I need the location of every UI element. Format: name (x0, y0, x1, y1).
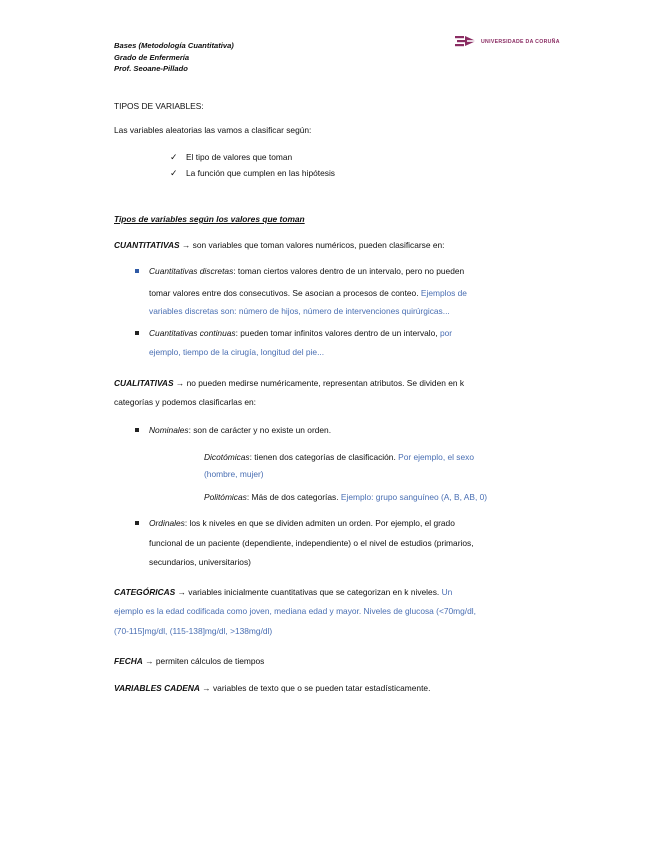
continuas-example-b: ejemplo, tiempo de la cirugía, longitud del pie... (149, 347, 325, 357)
cualitativas-text: no pueden medirse numéricamente, representan atributos. Se dividen en k (186, 378, 465, 388)
categoricas-line1 (114, 586, 452, 598)
section-title: Tipos de variables según los valores que toman (114, 214, 305, 224)
categoricas-example-c: (70-115]mg/dl, (115-138]mg/dl, >138mg/dl) (114, 626, 273, 636)
header-course: Bases (Metodología Cuantitativa) (114, 41, 234, 50)
discretas-label: Cuantitativas discretas (149, 266, 234, 276)
discretas-line2 (149, 287, 467, 299)
politomicas-text: : Más de dos categorías. (246, 492, 339, 502)
ordinales-line2: funcional de un paciente (dependiente, independiente) o el nivel de estudios (primarios, (149, 538, 474, 548)
politomicas-line (204, 491, 487, 503)
bullet-icon (135, 521, 139, 525)
ordinales-label: Ordinales (149, 518, 185, 528)
document-header (114, 40, 234, 75)
intro-text: Las variables aleatorias las vamos a clasificar según: (114, 125, 312, 135)
arrow-icon: → (202, 683, 211, 693)
ordinales-line3: secundarios, universitarios) (149, 557, 251, 567)
arrow-icon: → (177, 587, 186, 597)
bullet-icon (135, 269, 139, 273)
dicotomicas-line1 (204, 451, 474, 463)
university-logo-icon (455, 35, 477, 48)
checklist-item: El tipo de valores que toman (186, 152, 293, 162)
ordinales-line1 (149, 517, 455, 529)
fecha-text: permiten cálculos de tiempos (155, 656, 265, 666)
nominales-line (149, 424, 331, 436)
page-title: TIPOS DE VARIABLES: (114, 101, 204, 111)
continuas-example-a: por (439, 328, 453, 338)
checkmark-icon: ✓ (170, 152, 178, 162)
fecha-line (114, 655, 264, 667)
cuantitativas-text: son variables que toman valores numéricos, pueden clasificarse en: (192, 240, 445, 250)
categoricas-example-a: Un (441, 587, 453, 597)
politomicas-example: Ejemplo: grupo sanguíneo (A, B, AB, 0) (340, 492, 488, 502)
bullet-icon (135, 331, 139, 335)
discretas-line1 (149, 265, 464, 277)
header-professor: Prof. Seoane-Pillado (114, 64, 188, 74)
checkmark-icon: ✓ (170, 168, 178, 178)
fecha-label: FECHA (114, 656, 143, 666)
ordinales-text: : los k niveles en que se dividen admiten un orden. Por ejemplo, el grado (184, 518, 455, 528)
header-degree: Grado de Enfermería (114, 52, 190, 62)
nominales-label: Nominales (149, 425, 189, 435)
dicotomicas-example-a: Por ejemplo, el sexo (398, 452, 475, 462)
cadena-label: VARIABLES CADENA (114, 683, 200, 693)
discretas-example-b: variables discretas son: número de hijos, número de intervenciones quirúrgicas... (149, 306, 450, 316)
nominales-text: : son de carácter y no existe un orden. (188, 425, 332, 435)
continuas-text: : pueden tomar infinitos valores dentro de un intervalo, (235, 328, 438, 338)
categoricas-text: variables inicialmente cuantitativas que se categorizan en k niveles. (188, 587, 440, 597)
bullet-icon (135, 428, 139, 432)
cualitativas-line2: categorías y podemos clasificarlas en: (114, 397, 256, 407)
cualitativas-label: CUALITATIVAS (114, 378, 174, 388)
cadena-line (114, 682, 430, 694)
dicotomicas-example-b: (hombre, mujer) (204, 469, 264, 479)
categoricas-example-b: ejemplo es la edad codificada como joven, mediana edad y mayor. Niveles de glucosa (<70mg/dl, (114, 606, 476, 616)
cuantitativas-line (114, 239, 445, 251)
discretas-text: : toman ciertos valores dentro de un intervalo, pero no pueden (233, 266, 465, 276)
university-logo-text: UNIVERSIDADE DA CORUÑA (481, 38, 560, 45)
arrow-icon: → (145, 656, 154, 666)
continuas-label: Cuantitativas continuas (149, 328, 236, 338)
dicotomicas-label: Dicotómicas (204, 452, 250, 462)
categoricas-label: CATEGÓRICAS (114, 587, 176, 597)
checklist-item: La función que cumplen en las hipótesis (186, 168, 335, 178)
politomicas-label: Politómicas (204, 492, 247, 502)
university-logo (455, 35, 560, 48)
cuantitativas-label: CUANTITATIVAS (114, 240, 180, 250)
dicotomicas-text: : tienen dos categorías de clasificación. (249, 452, 396, 462)
arrow-icon: → (175, 378, 185, 388)
discretas-example-a: Ejemplos de (420, 288, 467, 298)
cualitativas-line1 (114, 377, 464, 389)
arrow-icon: → (181, 240, 191, 250)
discretas-text2: tomar valores entre dos consecutivos. Se asocian a procesos de conteo. (149, 288, 419, 298)
continuas-line1 (149, 327, 452, 339)
cadena-text: variables de texto que o se pueden tatar estadísticamente. (212, 683, 431, 693)
